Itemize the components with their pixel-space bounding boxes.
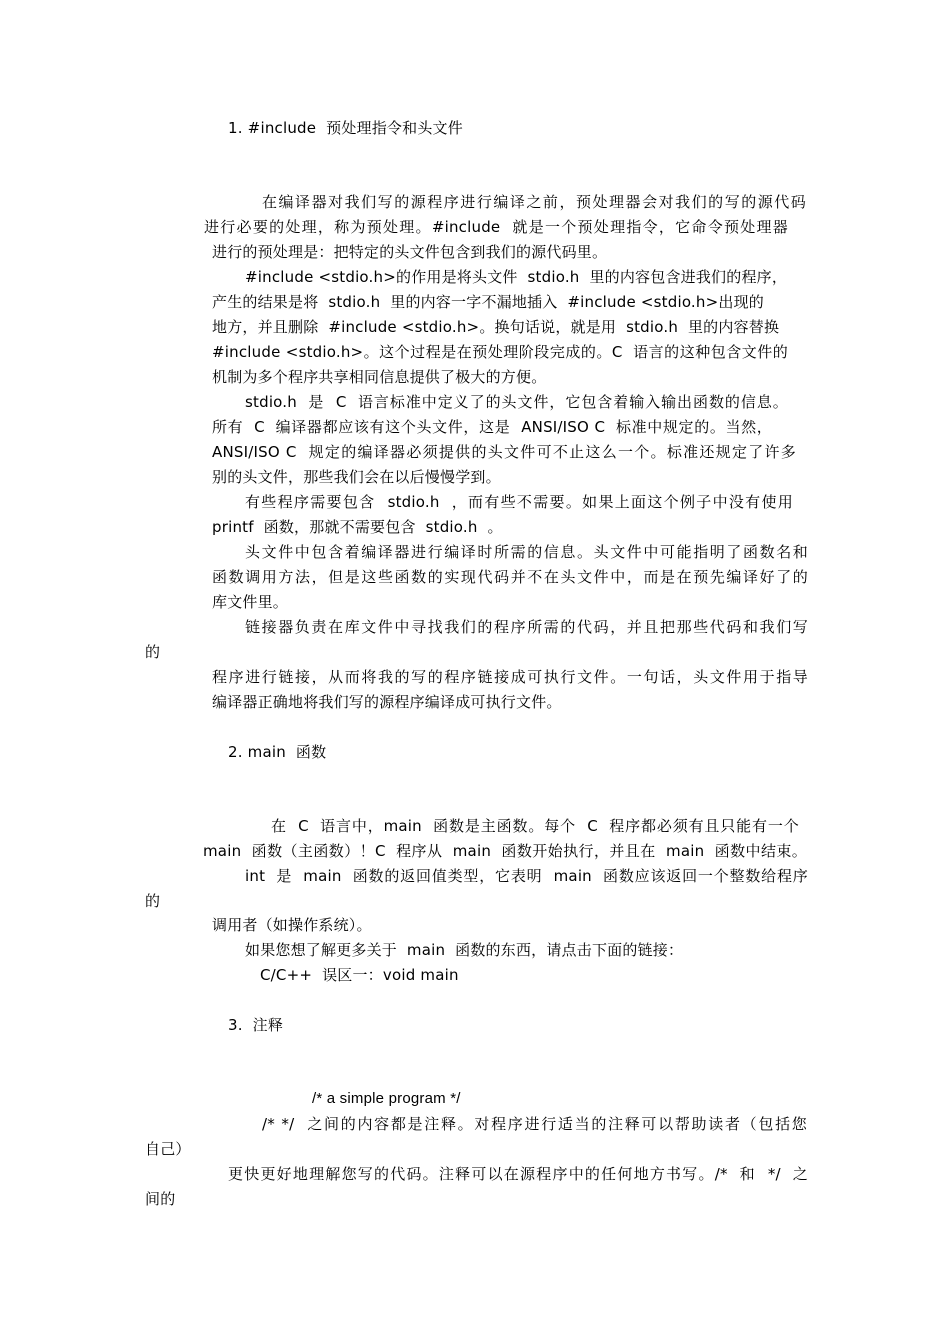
paragraph-line: 产生的结果是将 stdio.h 里的内容一字不漏地插入 #include <stdio.h>出现的 (212, 293, 764, 311)
paragraph-line: 头文件中包含着编译器进行编译时所需的信息。头文件中可能指明了函数名和 (245, 543, 808, 561)
paragraph-line: 间的 (145, 1190, 176, 1208)
paragraph-line: 进行必要的处理，称为预处理。#include 就是一个预处理指令，它命令预处理器 (204, 218, 788, 236)
paragraph-line: 的 (145, 892, 161, 910)
code-comment-example: /* a simple program */ (312, 1090, 461, 1107)
paragraph-line: 链接器负责在库文件中寻找我们的程序所需的代码，并且把那些代码和我们写 (245, 618, 808, 636)
paragraph-line: 调用者（如操作系统）。 (212, 916, 372, 934)
section-heading-include: 1. #include 预处理指令和头文件 (228, 119, 463, 137)
paragraph-line: 更快更好地理解您写的代码。注释可以在源程序中的任何地方书写。/* 和 */ 之 (228, 1165, 808, 1183)
paragraph-line: 的 (145, 643, 161, 661)
paragraph-line: 编译器正确地将我们写的源程序编译成可执行文件。 (212, 693, 562, 711)
paragraph-line: 库文件里。 (212, 593, 289, 611)
paragraph-line: 所有 C 编译器都应该有这个头文件，这是 ANSI/ISO C 标准中规定的。当然， (212, 418, 772, 436)
paragraph-line: #include <stdio.h>。这个过程是在预处理阶段完成的。C 语言的这种包含文件的 (212, 343, 788, 361)
paragraph-line: 机制为多个程序共享相同信息提供了极大的方便。 (212, 368, 547, 386)
paragraph-line: 进行的预处理是：把特定的头文件包含到我们的源代码里。 (212, 243, 608, 261)
paragraph-line: 地方，并且删除 #include <stdio.h>。换句话说，就是用 stdio.h 里的内容替换 (212, 318, 780, 336)
paragraph-line: main 函数（主函数）！C 程序从 main 函数开始执行，并且在 main 函数中结束。 (203, 842, 807, 860)
paragraph-line: 别的头文件，那些我们会在以后慢慢学到。 (212, 468, 501, 486)
paragraph-line: printf 函数，那就不需要包含 stdio.h 。 (212, 518, 503, 536)
paragraph-line: int 是 main 函数的返回值类型，它表明 main 函数应该返回一个整数给程序 (245, 867, 808, 885)
paragraph-line: /* */ 之间的内容都是注释。对程序进行适当的注释可以帮助读者（包括您 (262, 1115, 807, 1133)
section-heading-comments: 3. 注释 (228, 1016, 284, 1034)
paragraph-line: 在编译器对我们写的源程序进行编译之前，预处理器会对我们的写的源代码 (262, 193, 806, 211)
paragraph-line: 程序进行链接，从而将我的写的程序链接成可执行文件。一句话，头文件用于指导 (212, 668, 808, 686)
paragraph-line: #include <stdio.h>的作用是将头文件 stdio.h 里的内容包含进我们的程序， (245, 268, 788, 286)
paragraph-line: 有些程序需要包含 stdio.h ，而有些不需要。如果上面这个例子中没有使用 (245, 493, 793, 511)
paragraph-line: ANSI/ISO C 规定的编译器必须提供的头文件可不止这么一个。标准还规定了许多 (212, 443, 796, 461)
paragraph-line: 自己） (145, 1140, 191, 1158)
paragraph-line: 在 C 语言中，main 函数是主函数。每个 C 程序都必须有且只能有一个 (271, 817, 799, 835)
section-heading-main: 2. main 函数 (228, 743, 327, 761)
link-text[interactable]: C/C++ 误区一：void main (260, 966, 459, 984)
paragraph-line: 函数调用方法，但是这些函数的实现代码并不在头文件中，而是在预先编译好了的 (212, 568, 808, 586)
paragraph-line: stdio.h 是 C 语言标准中定义了的头文件，它包含着输入输出函数的信息。 (245, 393, 788, 411)
paragraph-line: 如果您想了解更多关于 main 函数的东西，请点击下面的链接： (245, 941, 684, 959)
